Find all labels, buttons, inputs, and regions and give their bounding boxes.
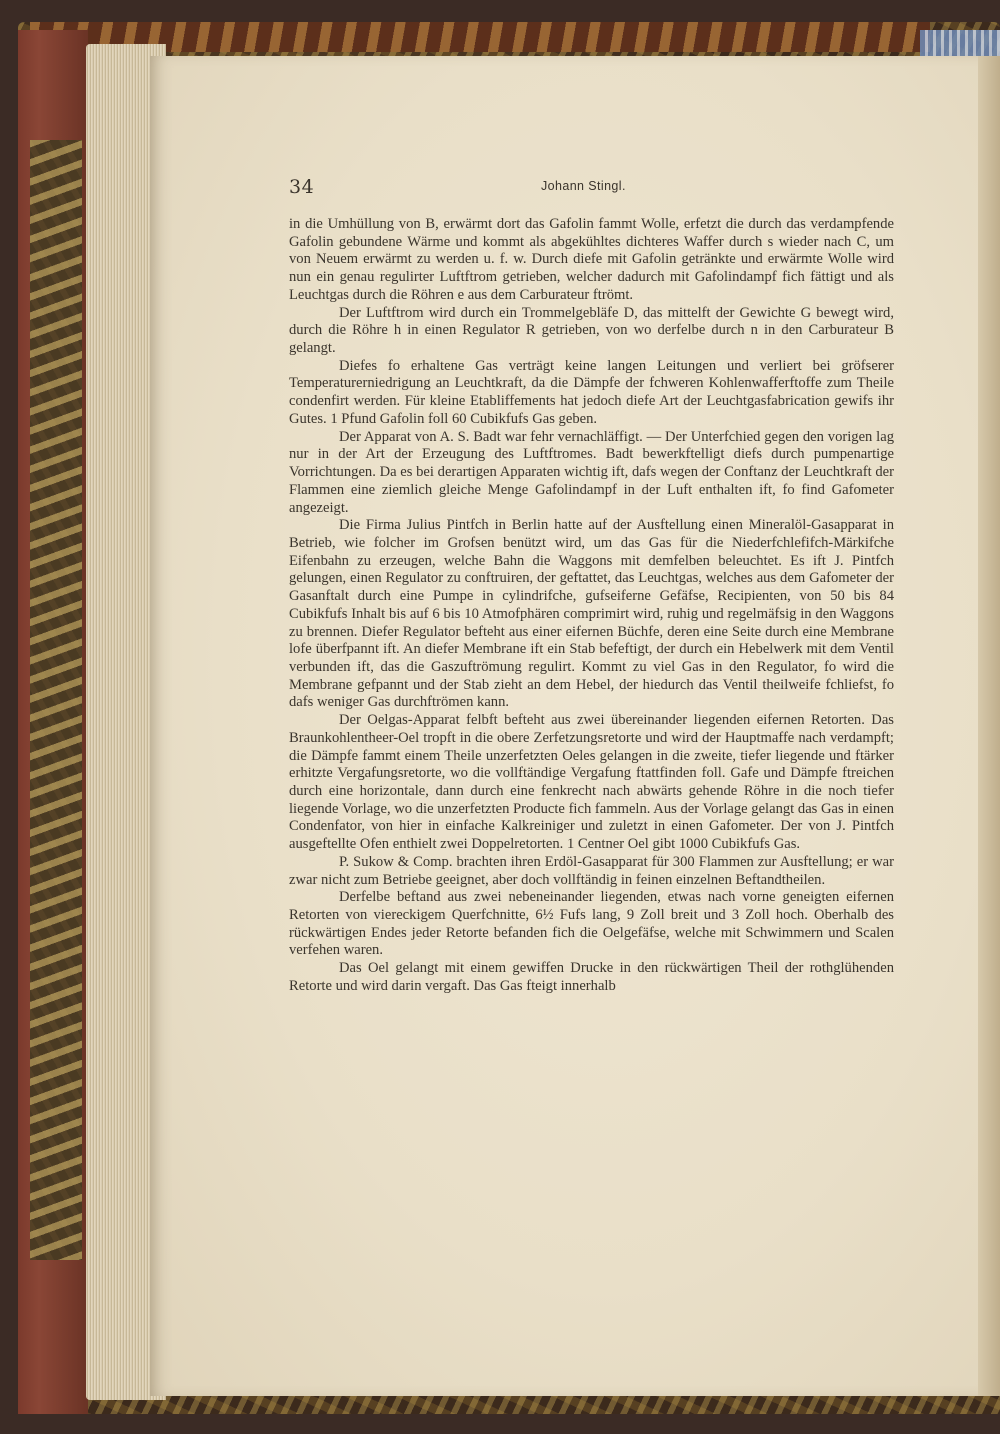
bookmark-ribbon xyxy=(920,30,1000,56)
paragraph: Diefes fo erhaltene Gas verträgt keine langen Leitungen und verliert bei gröfserer Temperaturerniedrigung an Leuchtkraft, da die Dämpfe der fchweren Kohlenwafferftoffe zum Theile condenfirt werden. Für kleine Etabliffements hat jedoch diefe Art der Leuchtgasfabrication gewifs ihr Gutes. 1 Pfund Gafolin foll 60 Cubikfufs Gas geben. xyxy=(289,357,894,427)
paragraph: Der Luftftrom wird durch ein Trommelgebläfe D, das mittelft der Gewichte G bewegt wird, durch die Röhre h in einen Regulator R getrieben, von wo derfelbe durch n in den Carburateur B gelangt. xyxy=(289,304,894,357)
paragraph: P. Sukow & Comp. brachten ihren Erdöl-Gasapparat für 300 Flammen zur Ausftellung; er war zwar nicht zum Betriebe geeignet, aber doch vollftändig in feinen einzelnen Beftandtheilen. xyxy=(289,853,894,888)
spine-marbling xyxy=(30,140,82,1260)
facing-page-edge xyxy=(978,56,1000,1396)
running-head: Johann Stingl. xyxy=(541,179,626,193)
paragraph: in die Umhüllung von B, erwärmt dort das Gafolin fammt Wolle, erfetzt die durch das verdampfende Gafolin gebundene Wärme und kommt als abgekühltes dichteres Waffer durch s wieder nach C, um von Neuem erwärmt zu werden u. f. w. Durch diefe mit Gafolin getränkte und erwärmte Wolle wird nun ein genau regulirter Luftftrom getrieben, welcher dadurch mit Gafolindampf fich fättigt und als Leuchtgas durch die Röhren e aus dem Carburateur ftrömt. xyxy=(289,216,894,303)
paragraph: Der Oelgas-Apparat felbft befteht aus zwei übereinander liegenden eifernen Retorten. Das Braunkohlentheer-Oel tropft in die obere Zerfetzungsretorte und wird der Hauptmaffe nach verdampft; die Dämpfe fammt einem Theile unzerfetzten Oeles gelangen in die zweite, tiefer liegende und ftärker erhitzte Vergafungsretorte, wo die vollftändige Vergafung ftattfinden foll. Gafe und Dämpfe ftreichen durch eine horizontale, dann durch eine fenkrecht nach abwärts gehende Röhre in die noch tiefer liegende Vorlage, wo die unzerfetzten Producte fich fammeln. Aus der Vorlage gelangt das Gas in einen Condenfator, von hier in einfache Kalkreiniger und zuletzt in einen Gafometer. Der von J. Pintfch ausgeftellte Ofen enthielt zwei Doppelretorten. 1 Centner Oel gibt 1000 Cubikfufs Gas. xyxy=(289,712,894,853)
paragraph: Das Oel gelangt mit einem gewiffen Drucke in den rückwärtigen Theil der rothglühenden Retorte und wird darin vergaft. Das Gas fteigt innerhalb xyxy=(289,960,894,994)
paragraph: Die Firma Julius Pintfch in Berlin hatte auf der Ausftellung einen Mineralöl-Gasapparat in Betrieb, wie folcher im Grofsen benützt wird, um das Gas für die Niederfchlefifch-Märkifche Eifenbahn zu erzeugen, welche Bahn die Waggons mit demfelben beleuchtet. Es ift J. Pintfch gelungen, einen Regulator zu conftruiren, der geftattet, das Leuchtgas, welches aus dem Gafometer der Gasanftalt durch eine Pumpe in cylindrifche, gufseiferne Gefäfse, Recipienten, von 50 bis 84 Cubikfufs Inhalt bis auf 6 bis 10 Atmofphären comprimirt wird, ruhig und regelmäfsig in den Waggons zu brennen. Diefer Regulator befteht aus einer eifernen Büchfe, deren eine Seite durch eine Membrane lofe überfpannt ift. An diefer Membrane ift ein Stab befeftigt, der durch ein Hebelwerk mit dem Ventil verbunden ift, das die Gaszuftrömung regulirt. Kommt zu viel Gas in den Regulator, fo wird die Membrane gefpannt und der Stab zieht an dem Hebel, der hiedurch das Ventil theilweife fchliefst, fo dafs weniger Gas durchftrömen kann. xyxy=(289,517,894,711)
paragraph: Der Apparat von A. S. Badt war fehr vernachläffigt. — Der Unterfchied gegen den vorigen lag nur in der Art der Erzeugung des Luftftromes. Badt bewerkftelligt diefs durch pumpenartige Vorrichtungen. Da es bei derartigen Apparaten wichtig ift, dafs wegen der Conftanz der Leuchtkraft der Flammen eine ziemlich gleiche Menge Gafolindampf in der Luft enthalten ift, fo find Gafometer angezeigt. xyxy=(289,428,894,516)
paragraph: Derfelbe beftand aus zwei nebeneinander liegenden, etwas nach vorne geneigten eifernen Retorten von viereckigem Querfchnitte, 6½ Fufs lang, 9 Zoll breit und 3 Zoll hoch. Oberhalb des rückwärtigen Endes jeder Retorte befanden fich die Oelgefäfse, welche mit Schwimmern und Scalen verfehen waren. xyxy=(289,889,894,959)
body-text xyxy=(289,216,894,996)
page-header xyxy=(289,176,894,206)
page-number: 34 xyxy=(289,176,315,198)
